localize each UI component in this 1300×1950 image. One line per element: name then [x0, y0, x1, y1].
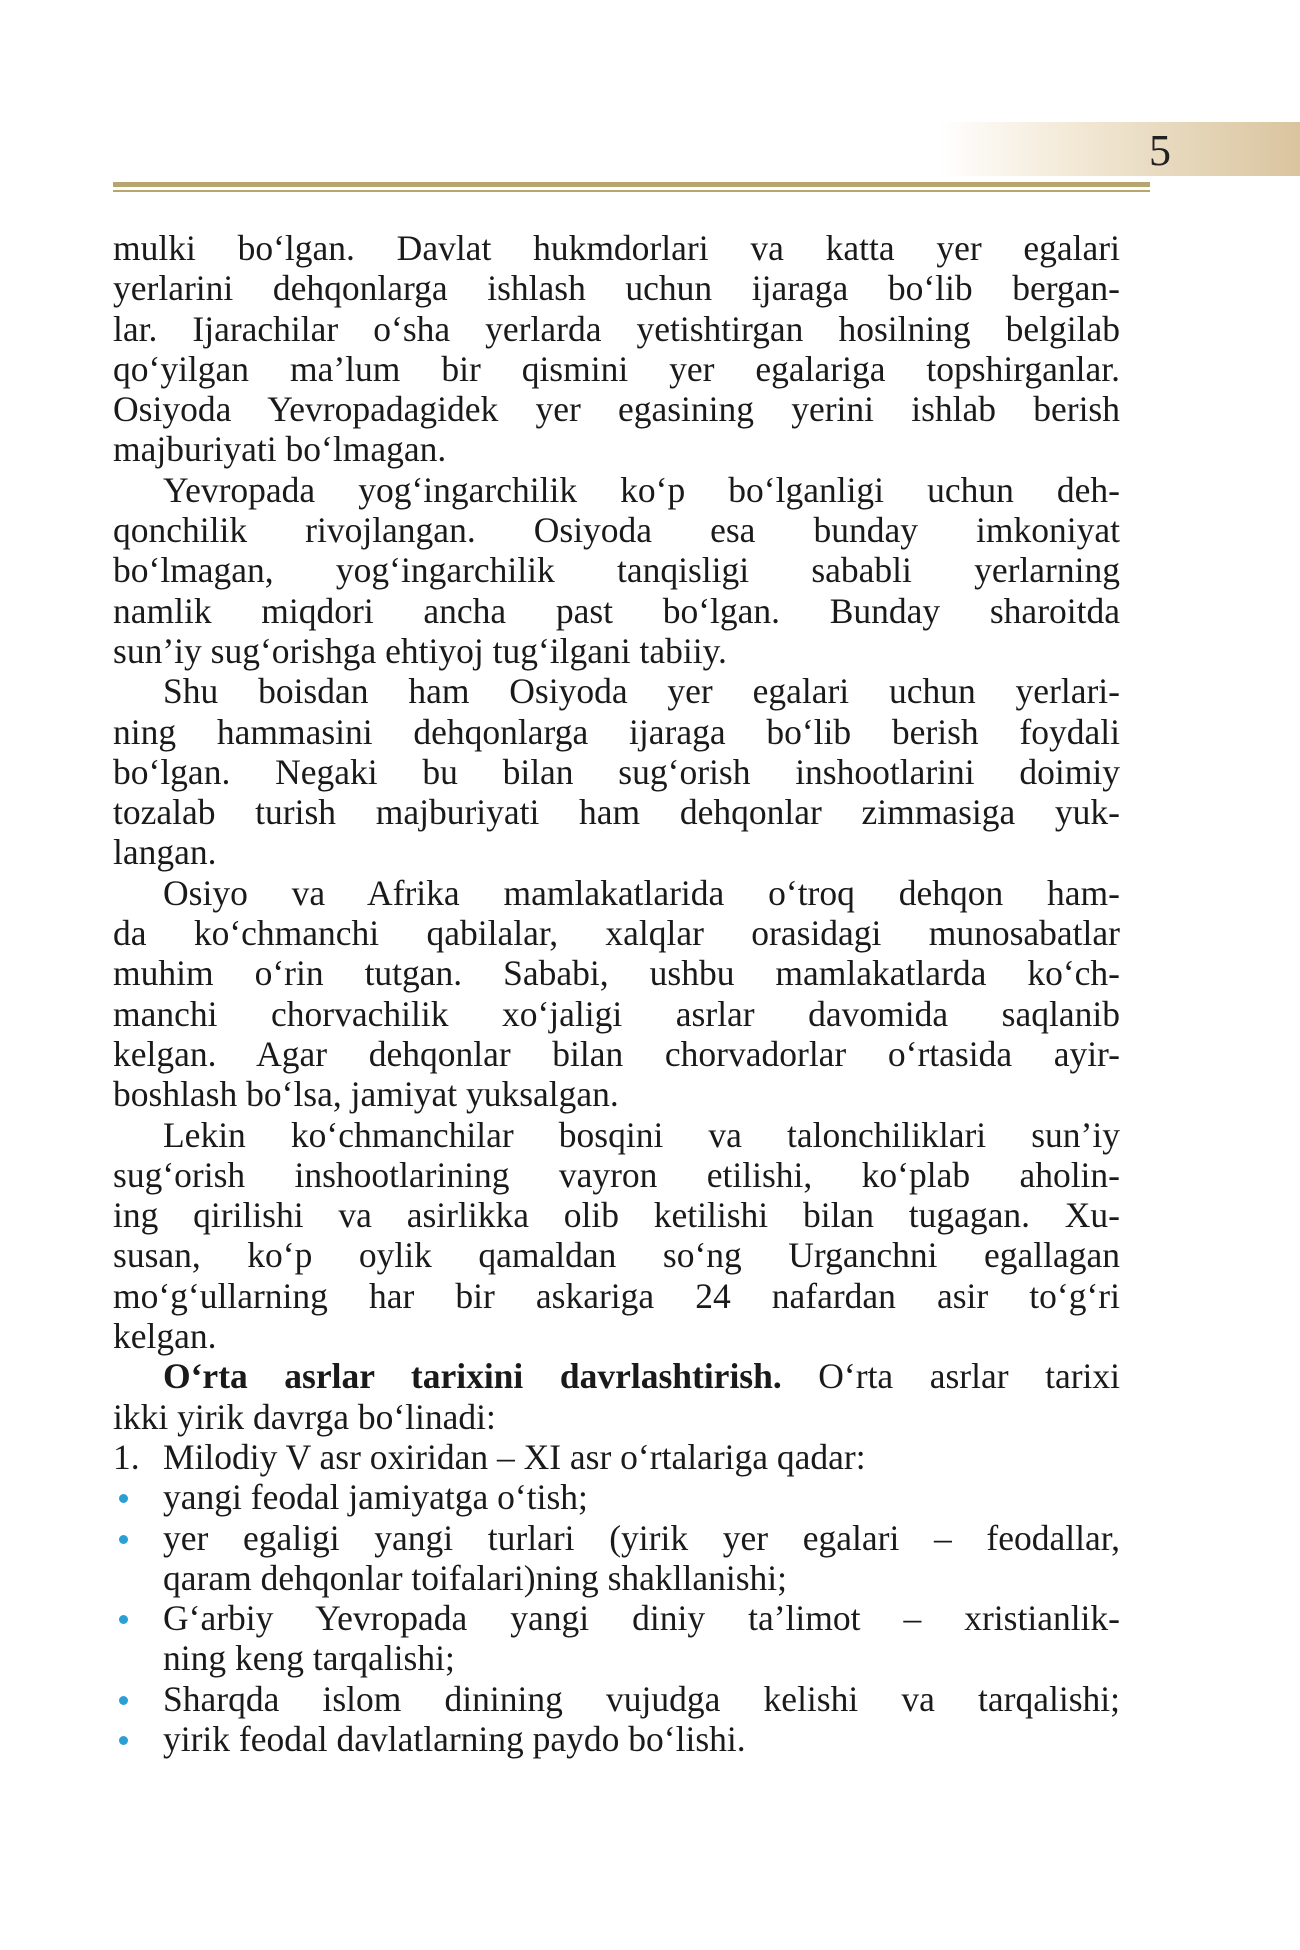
text-line: Yevropada yog‘ingarchilik ko‘p bo‘lganligi uchun deh- [163, 469, 1120, 510]
header-band [940, 122, 1300, 176]
text-line: da ko‘chmanchi qabilalar, xalqlar orasidagi munosabatlar [113, 913, 1120, 954]
numbered-item [113, 1437, 1120, 1477]
bullet-dot [119, 1535, 128, 1544]
paragraph [113, 1115, 1120, 1357]
text-line: kelgan. [113, 1316, 217, 1357]
text-line: ikki yirik davrga bo‘linadi: [113, 1396, 496, 1437]
text-line: qaram dehqonlar toifalari)ning shakllanishi; [163, 1557, 788, 1598]
header-rule-thick [113, 182, 1150, 187]
text-line: qonchilik rivojlangan. Osiyoda esa bunday imkoniyat [113, 510, 1120, 551]
text-line: Sharqda islom dinining vujudga kelishi va tarqalishi; [163, 1678, 1120, 1719]
section-heading-line [113, 1356, 1120, 1396]
text-line: bo‘lmagan, yog‘ingarchilik tanqisligi sababli yerlarning [113, 550, 1120, 591]
text-line: sug‘orish inshootlarining vayron etilishi, ko‘plab aholin- [113, 1154, 1120, 1195]
bullet-item [113, 1518, 1120, 1599]
text-line: yer egaligi yangi turlari (yirik yer egalari – feodallar, [163, 1517, 1120, 1558]
text-line: Lekin ko‘chmanchilar bosqini va talonchiliklari sun’iy [163, 1114, 1120, 1155]
text-line: sun’iy sug‘orishga ehtiyoj tug‘ilgani tabiiy. [113, 630, 727, 671]
text-line: Osiyoda Yevropadagidek yer egasining yerini ishlab berish [113, 389, 1120, 430]
header-rule-thin [113, 190, 1150, 192]
text-line: ning keng tarqalishi; [163, 1638, 455, 1679]
text-line: Osiyo va Afrika mamlakatlarida o‘troq dehqon ham- [163, 872, 1120, 913]
text-line: susan, ko‘p oylik qamaldan so‘ng Urganchni egallagan [113, 1235, 1120, 1276]
text-line: muhim o‘rin tutgan. Sababi, ushbu mamlakatlarda ko‘ch- [113, 953, 1120, 994]
text-line: ning hammasini dehqonlarga ijaraga bo‘lib berish foydali [113, 711, 1120, 752]
text-line: boshlash bo‘lsa, jamiyat yuksalgan. [113, 1074, 619, 1115]
text-line: qo‘yilgan ma’lum bir qismini yer egalariga topshirganlar. [113, 348, 1120, 389]
text-line: yangi feodal jamiyatga o‘tish; [163, 1477, 588, 1518]
text-line: Milodiy V asr oxiridan – XI asr o‘rtalariga qadar: [163, 1436, 866, 1477]
bullet-dot [119, 1696, 128, 1705]
bullet-dot [119, 1494, 128, 1503]
page-number: 5 [1149, 126, 1171, 175]
page-body [113, 228, 1120, 1759]
paragraph [113, 228, 1120, 470]
paragraph [113, 470, 1120, 671]
paragraph [113, 671, 1120, 872]
text-line: mo‘g‘ullarning har bir askariga 24 nafardan asir to‘g‘ri [113, 1275, 1120, 1316]
text-line: mulki bo‘lgan. Davlat hukmdorlari va katta yer egalari [113, 228, 1120, 268]
bullet-item [113, 1477, 1120, 1517]
text-line: bo‘lgan. Negaki bu bilan sug‘orish inshootlarini doimiy [113, 751, 1120, 792]
section-heading: O‘rta asrlar tarixini davrlashtirish. [163, 1356, 782, 1397]
text-line: yerlarini dehqonlarga ishlash uchun ijaraga bo‘lib bergan- [113, 268, 1120, 309]
bullet-dot [119, 1615, 128, 1624]
text-line: tozalab turish majburiyati ham dehqonlar zimmasiga yuk- [113, 792, 1120, 833]
text-line: namlik miqdori ancha past bo‘lgan. Bunday sharoitda [113, 590, 1120, 631]
text-line: langan. [113, 832, 217, 873]
section-paragraph [113, 1356, 1120, 1437]
text-line: majburiyati bo‘lmagan. [113, 429, 447, 470]
text-line: manchi chorvachilik xo‘jaligi asrlar davomida saqlanib [113, 993, 1120, 1034]
text-line: yirik feodal davlatlarning paydo bo‘lishi. [163, 1718, 746, 1759]
text-line: lar. Ijarachilar o‘sha yerlarda yetishtirgan hosilning belgilab [113, 308, 1120, 349]
bullet-item [113, 1598, 1120, 1679]
paragraph [113, 873, 1120, 1115]
bullet-dot [119, 1736, 128, 1745]
bullet-item [113, 1719, 1120, 1759]
text-line: kelgan. Agar dehqonlar bilan chorvadorlar o‘rtasida ayir- [113, 1033, 1120, 1074]
item-number: 1. [113, 1436, 140, 1477]
text-line: ing qirilishi va asirlikka olib ketilishi bilan tugagan. Xu- [113, 1195, 1120, 1236]
section-heading-rest: O‘rta asrlar tarixi [781, 1356, 1121, 1397]
bullet-item [113, 1679, 1120, 1719]
text-line: Shu boisdan ham Osiyoda yer egalari uchun yerlari- [163, 671, 1120, 712]
text-line: G‘arbiy Yevropada yangi diniy ta’limot – xristianlik- [163, 1598, 1120, 1639]
